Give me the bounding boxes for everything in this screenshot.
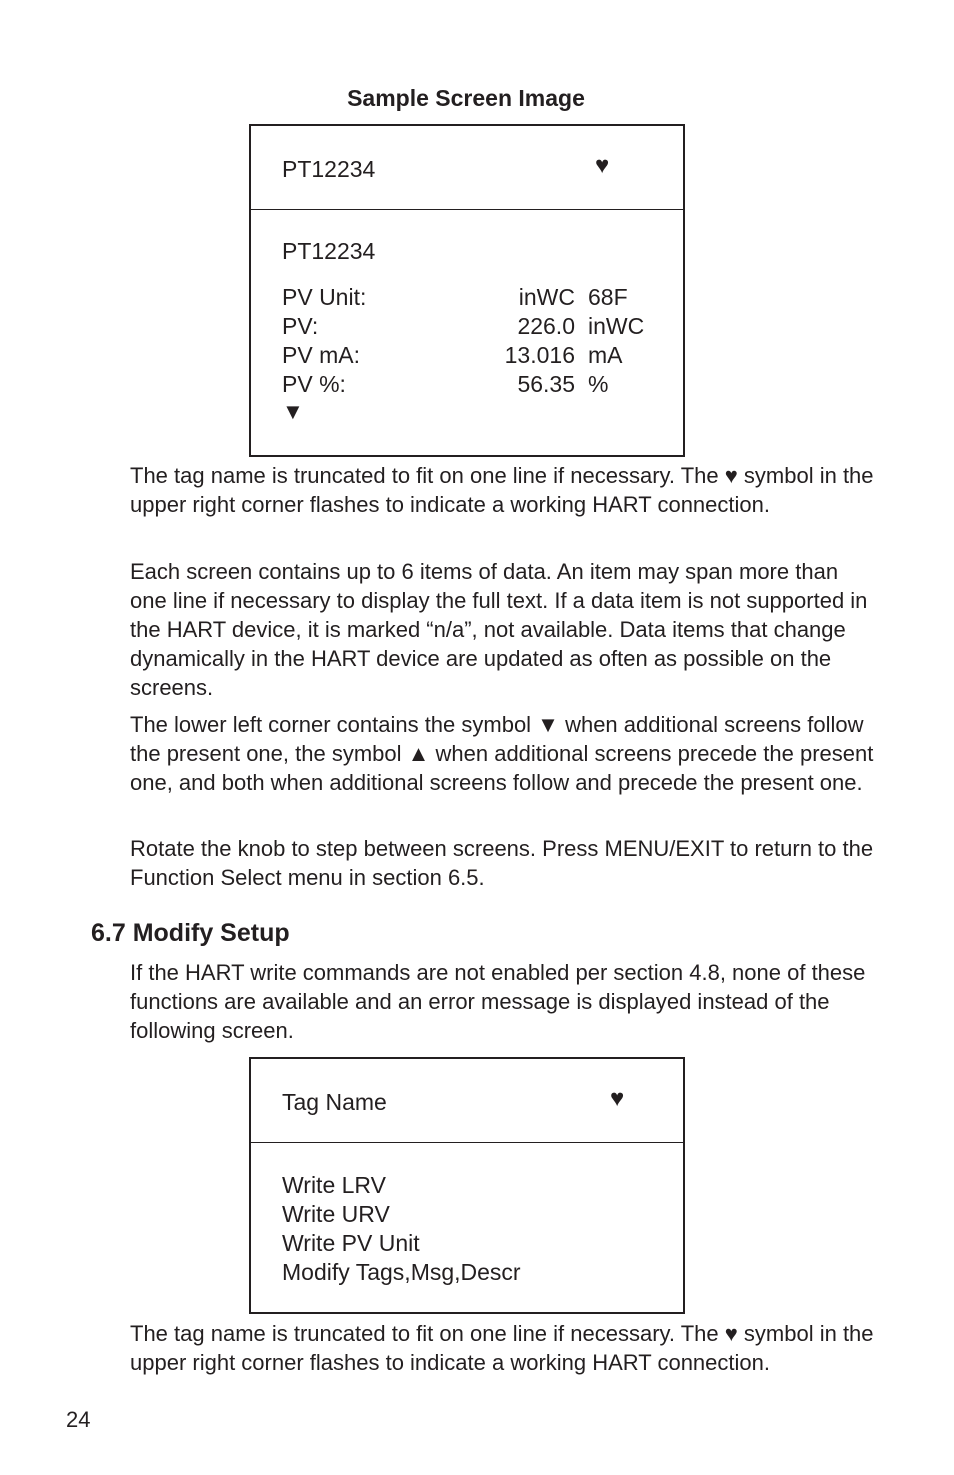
modify-setup-screen-display <box>249 1057 685 1314</box>
sample-screen-display <box>249 124 685 457</box>
body-tag-name-row <box>282 237 683 266</box>
paragraph-arrow-symbols: The lower left corner contains the symbol ▼ when additional screens follow the present one, the symbol ▲ when additional screens precede the present one, and both when additional screens follow and precede the present one. <box>130 712 874 795</box>
header-tag-name: Tag Name <box>282 1089 387 1115</box>
paragraph-rotate-knob: Rotate the knob to step between screens. Press MENU/EXIT to return to the Function Select menu in section 6.5. <box>130 836 874 890</box>
screen-header <box>251 1059 683 1143</box>
row-unit: 68F <box>588 284 628 310</box>
body-tag-name: PT12234 <box>282 238 376 264</box>
row-label: PV %: <box>282 371 346 397</box>
row-value: 226.0 <box>517 313 575 339</box>
paragraph-items-per-screen: Each screen contains up to 6 items of data. An item may span more than one line if necessary to display the full text. If a data item is not supported in the HART device, it is marked “n/a”, not available. Data items that change dynamically in the HART device are updated as often as possible on the screens. <box>130 559 868 700</box>
row-label: PV Unit: <box>282 284 367 310</box>
screen-header <box>251 126 683 210</box>
figure-caption: Sample Screen Image <box>347 85 585 111</box>
pv-unit-row <box>282 283 683 312</box>
menu-item-write-lrv: Write LRV <box>282 1172 386 1198</box>
menu-item-write-pv-unit: Write PV Unit <box>282 1230 420 1256</box>
paragraph-heart-symbol: The tag name is truncated to fit on one line if necessary. The ♥ symbol in the upper right corner flashes to indicate a working HART connection. <box>130 463 874 517</box>
row-unit: inWC <box>588 313 645 339</box>
row-value: 13.016 <box>504 342 575 368</box>
pv-ma-row <box>282 341 683 370</box>
row-unit: mA <box>588 342 623 368</box>
section-intro: If the HART write commands are not enabled per section 4.8, none of these functions are available and an error message is displayed instead of the following screen. <box>130 960 866 1043</box>
row-value: inWC <box>518 284 575 310</box>
menu-item-modify-tags: Modify Tags,Msg,Descr <box>282 1259 521 1285</box>
menu-item-write-urv: Write URV <box>282 1201 390 1227</box>
header-tag-name: PT12234 <box>282 156 376 182</box>
heart-icon: ♥ <box>595 152 610 179</box>
closing-paragraph: The tag name is truncated to fit on one line if necessary. The ♥ symbol in the upper right corner flashes to indicate a working HART connection. <box>130 1321 874 1375</box>
row-unit: % <box>588 371 609 397</box>
page-number: 24 <box>66 1407 91 1432</box>
row-label: PV mA: <box>282 342 360 368</box>
pv-percent-row <box>282 370 683 399</box>
pv-row <box>282 312 683 341</box>
row-value: 56.35 <box>517 371 575 397</box>
down-arrow-icon: ▼ <box>282 399 304 424</box>
row-label: PV: <box>282 313 319 339</box>
heart-icon: ♥ <box>610 1085 625 1112</box>
section-heading: 6.7 Modify Setup <box>91 919 290 947</box>
